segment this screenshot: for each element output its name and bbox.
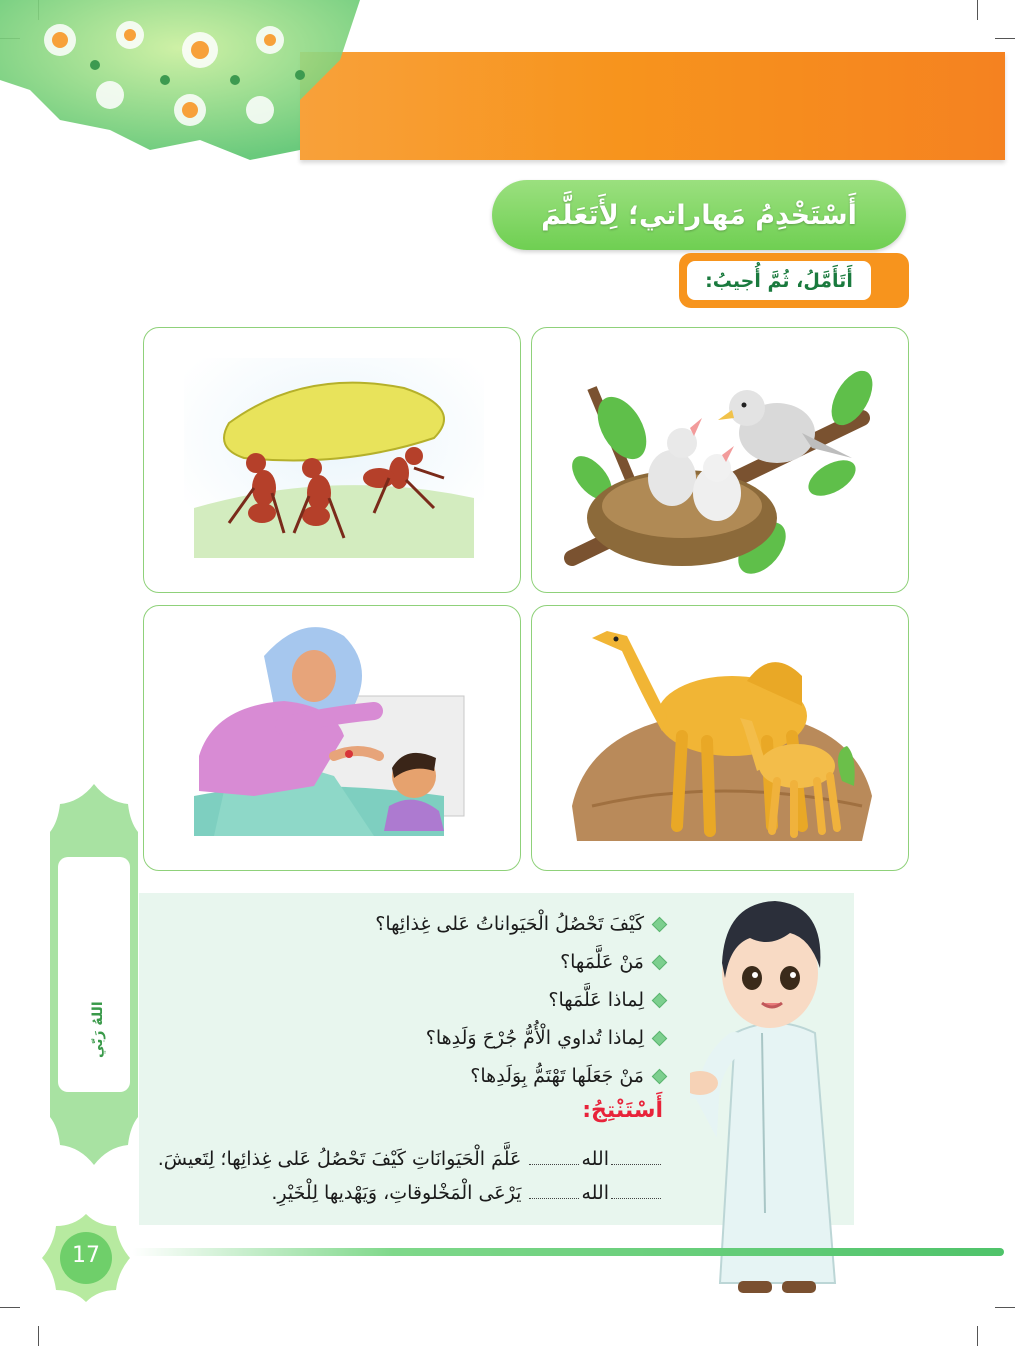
crop-mark xyxy=(38,1326,39,1346)
bullet-icon xyxy=(652,992,668,1008)
conclusion-text: عَلَّمَ الْحَيَوانَاتِ كَيْفَ تَحْصُلُ عَلى غِذائِها؛ لِتَعيشَ. xyxy=(157,1148,522,1170)
crop-mark xyxy=(995,1307,1015,1308)
crop-mark xyxy=(995,38,1015,39)
answer-text: الله xyxy=(581,1148,609,1170)
mother-child-icon xyxy=(144,606,520,870)
conclusion-text: يَرْعَى الْمَخْلوقاتِ، وَيَهْديها لِلْخَيْرِ. xyxy=(271,1182,522,1204)
blank-line xyxy=(611,1198,661,1199)
crop-mark xyxy=(977,1326,978,1346)
crop-mark xyxy=(977,0,978,20)
list-item xyxy=(145,1019,665,1057)
bullet-icon xyxy=(652,954,668,970)
bird-nest-icon xyxy=(532,328,908,592)
islamic-ornament-icon xyxy=(0,0,360,200)
section-title-text: أَسْتَخْدِمُ مَهاراتي؛ لِأَتَعَلَّمَ xyxy=(541,199,857,231)
boy-character-icon xyxy=(690,883,860,1303)
crop-mark xyxy=(0,1307,20,1308)
section-title xyxy=(492,180,906,250)
footer-line xyxy=(132,1248,1004,1256)
side-tab-frame xyxy=(48,782,140,1167)
page-number: 17 xyxy=(72,1243,100,1268)
list-item xyxy=(145,943,665,981)
answer-text: الله xyxy=(581,1182,609,1204)
question-text: لِماذا عَلَّمَها؟ xyxy=(548,989,644,1011)
question-text: لِماذا تُداوي الْأُمُّ جُرْحَ وَلَدِها؟ xyxy=(425,1027,644,1049)
question-text: مَنْ جَعَلَها تَهْتَمُّ بِوَلَدِها؟ xyxy=(470,1065,644,1087)
ant-icon xyxy=(144,328,520,592)
instruction-text: أَتَأَمَّلُ، ثُمَّ أُجيبُ: xyxy=(705,269,853,292)
bullet-icon xyxy=(652,916,668,932)
list-item xyxy=(145,1057,665,1095)
instruction-box xyxy=(679,253,909,308)
picture-camels xyxy=(531,605,909,871)
question-text: كَيْفَ تَحْصُلُ الْحَيَواناتُ عَلى غِذائِها؟ xyxy=(375,913,644,935)
blank-line xyxy=(529,1164,579,1165)
side-tab-label: اللهُ رَبّي xyxy=(90,1001,106,1059)
conclusion-line xyxy=(271,1182,663,1204)
blank-line xyxy=(529,1198,579,1199)
picture-mother-child xyxy=(143,605,521,871)
question-text: مَنْ عَلَّمَها؟ xyxy=(560,951,644,973)
camel-icon xyxy=(532,606,908,870)
header-bar xyxy=(300,52,1005,160)
blank-line xyxy=(611,1164,661,1165)
bullet-icon xyxy=(652,1068,668,1084)
conclusion-heading: أَسْتَنْتِجُ: xyxy=(582,1098,663,1123)
conclusion-line xyxy=(158,1148,663,1170)
list-item xyxy=(145,905,665,943)
questions-list xyxy=(145,905,665,1095)
picture-bird-nest xyxy=(531,327,909,593)
bullet-icon xyxy=(652,1030,668,1046)
list-item xyxy=(145,981,665,1019)
picture-ants xyxy=(143,327,521,593)
